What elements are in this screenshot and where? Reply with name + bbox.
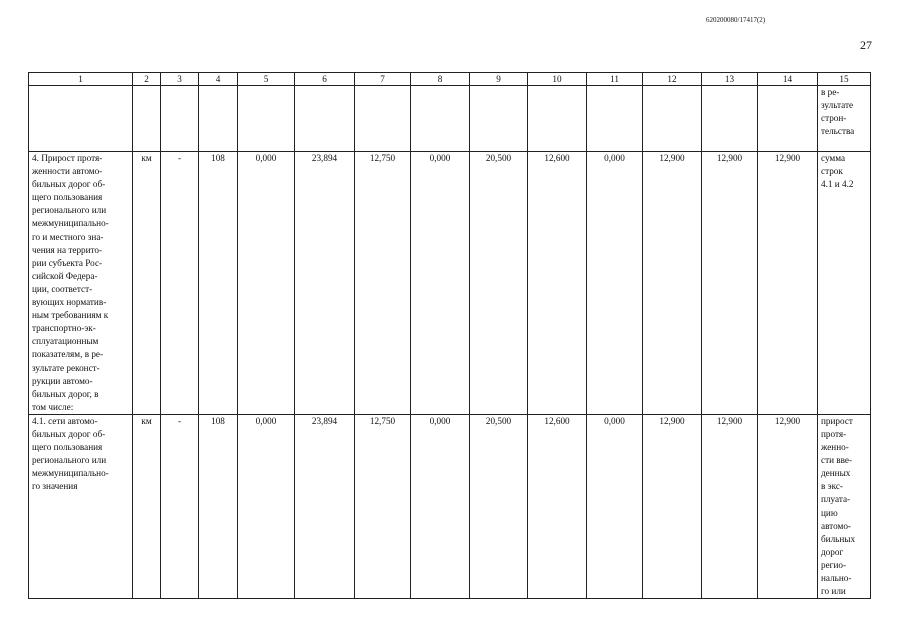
name-line: зультате реконст- [32,362,100,373]
name-line: бильных дорог об- [32,428,106,439]
note-line: прирост [821,415,853,426]
table-cell: - [161,152,199,415]
table-cell: 23,894 [295,414,355,598]
table-cell: 12,600 [528,152,587,415]
note-line: денных [821,468,851,479]
column-header: 8 [411,73,470,86]
note-line: в ре- [821,87,840,97]
note-line: сти вве- [821,455,853,466]
name-line: щего пользования [32,442,103,453]
note-line: строн- [821,113,847,124]
table-cell [29,86,133,152]
table-cell: 20,500 [470,152,528,415]
table-cell [238,86,295,152]
indicator-name-cell [29,152,133,415]
table-cell [702,86,758,152]
note-line: плуата- [821,494,851,505]
table-cell: 0,000 [238,414,295,598]
table-cell: 108 [199,414,238,598]
table-cell: 12,750 [355,414,411,598]
name-line: женности автомо- [32,166,103,177]
note-line: тельства [821,126,855,137]
table-cell: 12,900 [643,152,702,415]
name-line: бильных дорог об- [32,179,106,190]
column-header: 9 [470,73,528,86]
table-cell: 12,900 [758,152,818,415]
column-header: 6 [295,73,355,86]
column-header: 1 [29,73,133,86]
note-line: го или [821,586,846,597]
name-line: ным требованиям к [32,310,109,321]
name-line: щего пользования [32,192,103,203]
table-cell [528,86,587,152]
table-cell: 108 [199,152,238,415]
table-cell [643,86,702,152]
table-cell [133,86,161,152]
data-table [28,72,871,599]
name-line: показателям, в ре- [32,349,104,360]
name-line: бильных дорог, в [32,388,99,399]
column-number-row [29,73,871,86]
name-line: транспортно-эк- [32,323,96,334]
table-cell: 12,750 [355,152,411,415]
table-cell [295,86,355,152]
note-line: женно- [821,442,849,453]
note-line: в экс- [821,481,843,492]
name-line: го значения [32,481,78,492]
column-header: 3 [161,73,199,86]
table-cell: 12,900 [643,414,702,598]
note-cell [818,86,871,152]
name-line: го и местного зна- [32,231,104,242]
table-cell: 0,000 [587,152,643,415]
table-cell: 20,500 [470,414,528,598]
table-row [29,414,871,598]
note-cell [818,152,871,415]
name-line: вующих норматив- [32,297,107,308]
table-cell: 12,900 [702,152,758,415]
table-cell [470,86,528,152]
note-line: строк [821,166,843,177]
note-line: нально- [821,573,852,583]
table-cell: 23,894 [295,152,355,415]
name-line: рии субъекта Рос- [32,257,103,268]
name-line: сийской Федера- [32,270,98,281]
column-header: 4 [199,73,238,86]
note-line: сумма [821,153,846,163]
name-line: ции, соответст- [32,283,93,294]
name-line: сплуатационным [32,336,99,347]
table-cell [758,86,818,152]
name-line: регионального или [32,455,107,466]
note-line: протя- [821,428,847,439]
name-line: том числе: [32,401,74,412]
name-line: чения на террито- [32,244,103,255]
indicator-name-cell [29,414,133,598]
column-header: 10 [528,73,587,86]
table-cell: 0,000 [411,152,470,415]
table-cell: 0,000 [411,414,470,598]
column-header: 15 [818,73,871,86]
name-line: 4.1. сети автомо- [32,415,98,426]
note-line: бильных [821,533,856,544]
name-line: межмуниципально- [32,218,109,229]
name-line: межмуниципально- [32,468,109,479]
column-header: 2 [133,73,161,86]
column-header: 12 [643,73,702,86]
unit-cell: км [133,152,161,415]
page-number: 27 [860,38,872,52]
table-cell [199,86,238,152]
name-line: рукции автомо- [32,375,93,386]
unit-cell: км [133,414,161,598]
note-line: цию [821,507,838,518]
note-line: автомо- [821,520,851,531]
table-cell: 12,900 [702,414,758,598]
column-header: 14 [758,73,818,86]
column-header: 7 [355,73,411,86]
table-cell: 0,000 [587,414,643,598]
name-line: 4. Прирост протя- [32,153,103,163]
table-cell [587,86,643,152]
document-id: 620200080/17417(2) [706,16,766,24]
table-row [29,152,871,415]
table-cell: 12,600 [528,414,587,598]
table-cell [355,86,411,152]
table-cell: 12,900 [758,414,818,598]
note-line: регио- [821,559,847,570]
note-line: дорог [821,546,844,557]
column-header: 11 [587,73,643,86]
table-row-continuation [29,86,871,152]
column-header: 5 [238,73,295,86]
name-line: регионального или [32,205,107,216]
note-line: 4.1 и 4.2 [821,179,854,190]
note-line: зультате [821,100,854,111]
column-header: 13 [702,73,758,86]
table-cell: 0,000 [238,152,295,415]
table-cell: - [161,414,199,598]
note-cell [818,414,871,598]
table-cell [161,86,199,152]
table-cell [411,86,470,152]
